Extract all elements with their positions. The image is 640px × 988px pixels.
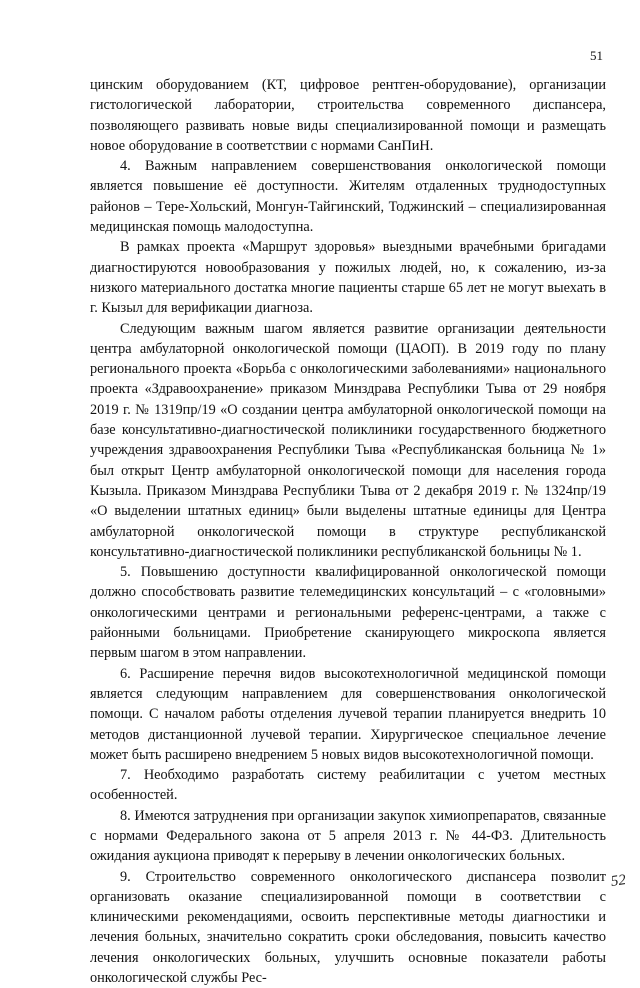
paragraph-7: 7. Необходимо разработать систему реабилитации с учетом местных особенностей. — [90, 767, 606, 804]
paragraph-2: 4. Важным направлением совершенствования онкологической помощи является повышение её доступности. Жителям отдаленных труднодоступных районов – Тере-Хольский, Монгун-Тайгинский, Тоджинский – специализированная медицинская помощь малодоступна. — [90, 158, 606, 236]
paragraph-1: цинским оборудованием (КТ, цифровое рентген-оборудование), организации гистологической лаборатории, строительства современного диспансера, позволяющего развивать новые виды специализированной помощи и размещать новое оборудование в соответствии с нормами СанПиН. — [90, 77, 606, 154]
paragraph-4: Следующим важным шагом является развитие организации деятельности центра амбулаторной онкологической помощи (ЦАОП). В 2019 году по плану регионального проекта «Борьба с онкологическими заболеваниями» национального проекта «Здравоохранение» приказом Минздрава Республики Тыва от 29 ноября 2019 г. № 1319пр/19 «О создании центра амбулаторной онкологической помощи на базе консультативно-диагностической поликлиники государственного бюджетного учреждения здравоохранения Республики Тыва «Республиканская больница № 1» был открыт Центр амбулаторной онкологической помощи для населения города Кызыла. Приказом Минздрава Республики Тыва от 2 декабря 2019 г. № 1324пр/19 «О выделении штатных единиц» были выделены штатные единицы для Центра амбулаторной онкологической помощи в структуре республиканской консультативно-диагностической поликлиники республиканской больницы № 1. — [90, 320, 606, 560]
page-number: 51 — [590, 48, 603, 63]
paragraph-5: 5. Повышению доступности квалифицированной онкологической помощи должно способствовать развитие телемедицинских консультаций – с «головными» онкологическими центрами и региональными референс-центрами, а также с районными больницами. Приобретение сканирующего микроскопа является первым шагом в этом направлении. — [90, 564, 606, 662]
paragraph-9: 9. Строительство современного онкологического диспансера позволит организовать оказание специализированной помощи в соответствии с клиническими рекомендациями, освоить перспективные методы диагностики и лечения больных, значительно сократить сроки обследования, повысить качество лечения онкологических больных, улучшить основные показатели работы онкологической службы Рес- — [90, 868, 606, 987]
paragraph-8: 8. Имеются затруднения при организации закупок химиопрепаратов, связанные с нормами Федерального закона от 5 апреля 2013 г. № 44-ФЗ. Длительность ожидания аукциона приводят к перерыву в лечении онкологических больных. — [90, 807, 606, 865]
handwritten-page-number: 52 — [609, 872, 627, 890]
paragraph-3: В рамках проекта «Маршрут здоровья» выездными врачебными бригадами диагностируются новообразования у пожилых людей, но, к сожалению, из-за низкого материального достатка многие пациенты старше 65 лет не могут выехать в г. Кызыл для верификации диагноза. — [90, 239, 606, 317]
paragraph-6: 6. Расширение перечня видов высокотехнологичной медицинской помощи является следующим направлением для совершенствования онкологической помощи. С началом работы отделения лучевой терапии планируется внедрить 10 методов дистанционной лучевой терапии. Хирургическое специальное лечение может быть расширено внедрением 5 новых видов высокотехнологичной помощи. — [90, 665, 606, 763]
document-body — [90, 75, 606, 988]
